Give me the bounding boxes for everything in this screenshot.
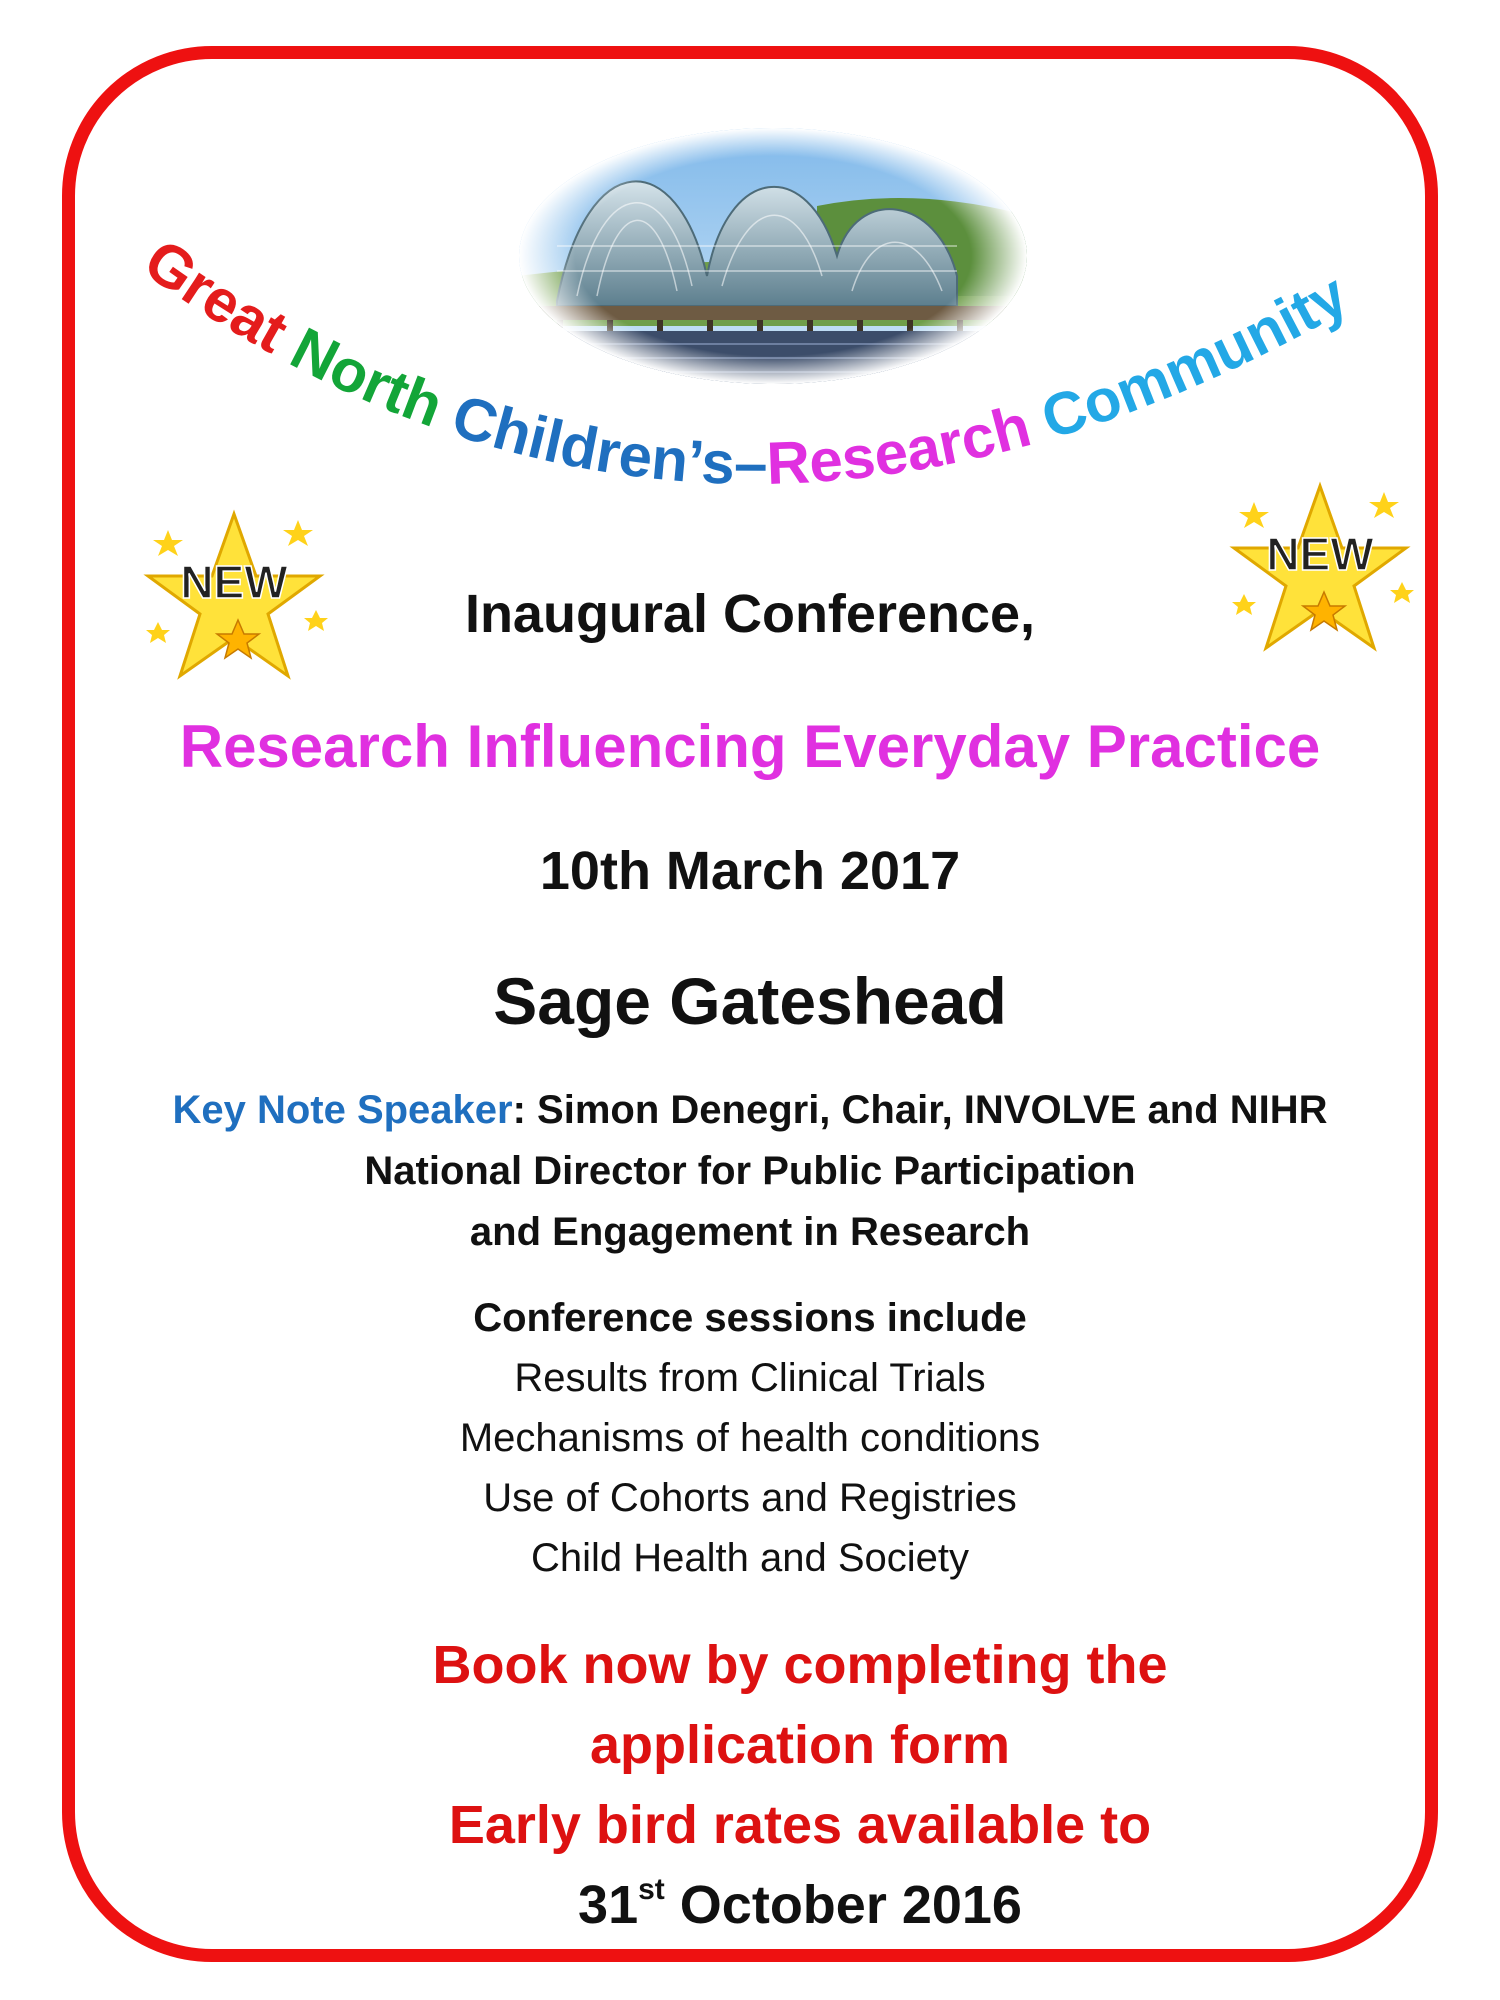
title-word-north: North [280, 314, 452, 440]
session-item: Mechanisms of health conditions [459, 1416, 1041, 1460]
title-word-community: Community [1033, 260, 1359, 452]
booking-info [150, 1625, 1450, 1945]
event-theme: Research Influencing Everyday Practice [179, 713, 1321, 780]
arched-title [0, 0, 1500, 520]
event-intro: Inaugural Conference, [464, 584, 1036, 644]
keynote-label: Key Note Speaker [172, 1088, 513, 1132]
booking-line-1: Book now by completing the [432, 1635, 1168, 1695]
keynote-speaker [100, 1080, 1400, 1263]
deadline-rest: October 2016 [664, 1875, 1022, 1935]
sessions-list [100, 1288, 1400, 1588]
deadline-day: 31 [578, 1875, 639, 1935]
new-badge-right-label: NEW [1266, 528, 1374, 580]
new-badge-left-label: NEW [180, 556, 288, 608]
keynote-line-3: and Engagement in Research [469, 1210, 1031, 1254]
arched-title-text [133, 226, 1359, 497]
session-item: Use of Cohorts and Registries [483, 1476, 1017, 1520]
event-date: 10th March 2017 [539, 841, 961, 901]
title-word-great: Great [132, 225, 299, 366]
keynote-line-1 [100, 1080, 1400, 1141]
title-word-research: Research [765, 391, 1038, 497]
session-item: Results from Clinical Trials [514, 1356, 986, 1400]
sessions-heading: Conference sessions include [473, 1296, 1027, 1340]
keynote-line-2: National Director for Public Participation [364, 1149, 1136, 1193]
deadline-suffix: st [638, 1873, 665, 1906]
booking-line-3: Early bird rates available to [448, 1795, 1152, 1855]
booking-deadline [150, 1865, 1450, 1945]
title-word-childrens: Children’s– [444, 381, 768, 497]
keynote-name: : Simon Denegri, Chair, INVOLVE and NIHR [512, 1088, 1328, 1132]
event-venue: Sage Gateshead [493, 964, 1007, 1038]
booking-line-2: application form [589, 1715, 1011, 1775]
session-item: Child Health and Society [530, 1536, 970, 1580]
